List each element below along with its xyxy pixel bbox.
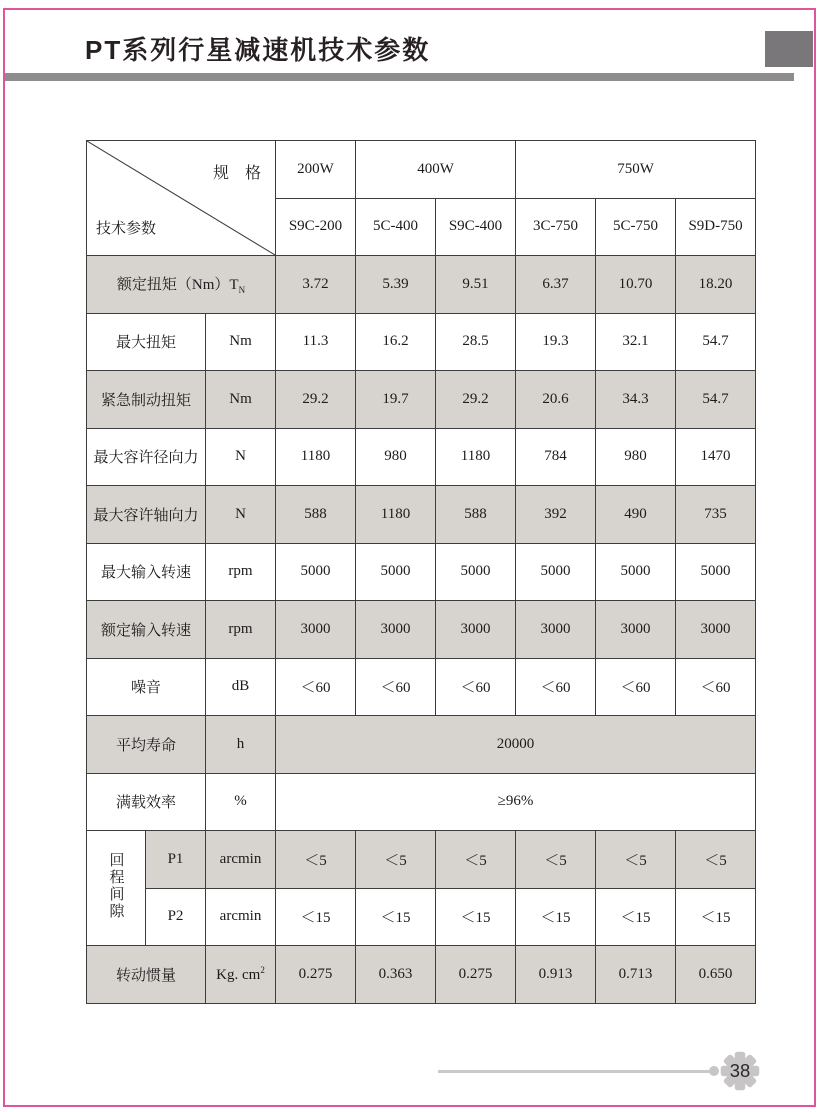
table-row bbox=[87, 773, 756, 831]
spec-table bbox=[86, 140, 756, 1004]
param-label-cell: 最大容许径向力 bbox=[87, 428, 206, 486]
title-underline-bar bbox=[5, 73, 794, 81]
unit-cell bbox=[206, 773, 276, 831]
param-label-cell: 最大扭矩 bbox=[87, 313, 206, 371]
unit-cell bbox=[206, 486, 276, 544]
value-cell: 5.39 bbox=[356, 256, 436, 314]
value-cell: 19.3 bbox=[516, 313, 596, 371]
footer-rule-line bbox=[438, 1070, 710, 1073]
unit-label: N bbox=[235, 448, 246, 465]
backlash-group-cell bbox=[87, 831, 146, 946]
value-cell: 54.7 bbox=[676, 371, 756, 429]
value-cell: ＜5 bbox=[596, 831, 676, 889]
table-row bbox=[87, 658, 756, 716]
value-cell: 3000 bbox=[356, 601, 436, 659]
page-title: PT系列行星减速机技术参数 bbox=[85, 35, 431, 65]
value-cell: 5000 bbox=[276, 543, 356, 601]
param-label-cell: 最大容许轴向力 bbox=[87, 486, 206, 544]
value-cell: ＜15 bbox=[276, 888, 356, 946]
unit-label: Kg. cm bbox=[216, 966, 261, 983]
table-header-row bbox=[87, 141, 756, 199]
unit-cell bbox=[206, 428, 276, 486]
value-cell: 20.6 bbox=[516, 371, 596, 429]
footer-dot bbox=[709, 1066, 719, 1076]
value-cell: ＜15 bbox=[356, 888, 436, 946]
value-cell: 588 bbox=[436, 486, 516, 544]
value-cell: 11.3 bbox=[276, 313, 356, 371]
table-row bbox=[87, 371, 756, 429]
value-cell: 5000 bbox=[436, 543, 516, 601]
value-cell: ＜60 bbox=[276, 658, 356, 716]
value-cell: ＜15 bbox=[676, 888, 756, 946]
value-cell: ＜60 bbox=[516, 658, 596, 716]
value-cell: 1470 bbox=[676, 428, 756, 486]
unit-label: rpm bbox=[228, 620, 253, 637]
value-cell: 54.7 bbox=[676, 313, 756, 371]
value-cell: 784 bbox=[516, 428, 596, 486]
value-cell: 1180 bbox=[356, 486, 436, 544]
param-label-cell: 平均寿命 bbox=[87, 716, 206, 774]
value-cell: 3000 bbox=[276, 601, 356, 659]
unit-cell bbox=[206, 716, 276, 774]
unit-cell: arcmin bbox=[206, 888, 276, 946]
value-cell: ＜60 bbox=[436, 658, 516, 716]
value-cell: 16.2 bbox=[356, 313, 436, 371]
param-label-cell bbox=[87, 256, 276, 314]
table-row bbox=[87, 831, 756, 889]
value-cell: 392 bbox=[516, 486, 596, 544]
page-number: 38 bbox=[729, 1060, 751, 1082]
value-cell: ＜60 bbox=[356, 658, 436, 716]
value-cell: 18.20 bbox=[676, 256, 756, 314]
value-cell: ＜60 bbox=[596, 658, 676, 716]
value-cell: 0.713 bbox=[596, 946, 676, 1004]
value-cell: 19.7 bbox=[356, 371, 436, 429]
value-cell: 588 bbox=[276, 486, 356, 544]
value-cell: 980 bbox=[596, 428, 676, 486]
table-row bbox=[87, 716, 756, 774]
value-cell: 0.650 bbox=[676, 946, 756, 1004]
model-header: S9C-200 bbox=[276, 198, 356, 256]
table-row bbox=[87, 543, 756, 601]
model-header: 3C-750 bbox=[516, 198, 596, 256]
value-cell: 0.275 bbox=[276, 946, 356, 1004]
unit-cell bbox=[206, 658, 276, 716]
unit-cell bbox=[206, 601, 276, 659]
value-cell: 5000 bbox=[596, 543, 676, 601]
table-row bbox=[87, 428, 756, 486]
unit-label: Nm bbox=[229, 333, 252, 350]
unit-label: h bbox=[236, 735, 245, 752]
table-row bbox=[87, 601, 756, 659]
value-cell: ＜5 bbox=[516, 831, 596, 889]
value-cell: 9.51 bbox=[436, 256, 516, 314]
table-row bbox=[87, 888, 756, 946]
value-cell: 3000 bbox=[596, 601, 676, 659]
model-header: 5C-750 bbox=[596, 198, 676, 256]
backlash-group-label: 回程间隙 bbox=[107, 851, 124, 920]
value-cell: ＜15 bbox=[596, 888, 676, 946]
value-cell: 3000 bbox=[516, 601, 596, 659]
unit-cell bbox=[206, 543, 276, 601]
value-cell: 3.72 bbox=[276, 256, 356, 314]
unit-label: dB bbox=[231, 678, 250, 695]
value-cell: 5000 bbox=[676, 543, 756, 601]
table-row bbox=[87, 313, 756, 371]
merged-value-cell: ≥96% bbox=[276, 773, 756, 831]
unit-label: % bbox=[234, 793, 247, 810]
table-row bbox=[87, 256, 756, 314]
value-cell: 10.70 bbox=[596, 256, 676, 314]
param-label-cell: 满载效率 bbox=[87, 773, 206, 831]
value-cell: ＜15 bbox=[436, 888, 516, 946]
value-cell: ＜60 bbox=[676, 658, 756, 716]
value-cell: 735 bbox=[676, 486, 756, 544]
table-corner-cell bbox=[87, 141, 276, 256]
value-cell: 5000 bbox=[356, 543, 436, 601]
param-label: 额定扭矩（Nm）T bbox=[116, 277, 239, 294]
value-cell: 0.913 bbox=[516, 946, 596, 1004]
unit-cell bbox=[206, 371, 276, 429]
merged-value-cell: 20000 bbox=[276, 716, 756, 774]
value-cell: 29.2 bbox=[436, 371, 516, 429]
power-group-header: 750W bbox=[516, 141, 756, 199]
param-label-subscript: N bbox=[238, 285, 246, 296]
unit-label: Nm bbox=[229, 390, 252, 407]
unit-cell bbox=[206, 946, 276, 1004]
table-row bbox=[87, 486, 756, 544]
param-label-cell: 紧急制动扭矩 bbox=[87, 371, 206, 429]
value-cell: 1180 bbox=[276, 428, 356, 486]
value-cell: 490 bbox=[596, 486, 676, 544]
model-header: S9C-400 bbox=[436, 198, 516, 256]
value-cell: ＜5 bbox=[676, 831, 756, 889]
param-label-cell: 最大输入转速 bbox=[87, 543, 206, 601]
value-cell: ＜5 bbox=[276, 831, 356, 889]
table-row bbox=[87, 946, 756, 1004]
header-corner-square bbox=[765, 31, 813, 67]
backlash-grade-cell: P1 bbox=[146, 831, 206, 889]
corner-param-label: 技术参数 bbox=[96, 221, 157, 237]
power-group-header: 200W bbox=[276, 141, 356, 199]
value-cell: 3000 bbox=[436, 601, 516, 659]
value-cell: 28.5 bbox=[436, 313, 516, 371]
unit-cell bbox=[206, 313, 276, 371]
value-cell: 32.1 bbox=[596, 313, 676, 371]
value-cell: ＜5 bbox=[436, 831, 516, 889]
page-number-gear-icon bbox=[719, 1050, 761, 1092]
param-label-cell: 额定输入转速 bbox=[87, 601, 206, 659]
value-cell: 1180 bbox=[436, 428, 516, 486]
backlash-grade-cell: P2 bbox=[146, 888, 206, 946]
value-cell: 0.275 bbox=[436, 946, 516, 1004]
model-header: S9D-750 bbox=[676, 198, 756, 256]
value-cell: ＜5 bbox=[356, 831, 436, 889]
unit-label: rpm bbox=[228, 563, 253, 580]
unit-label: N bbox=[235, 505, 246, 522]
value-cell: 34.3 bbox=[596, 371, 676, 429]
unit-superscript: 2 bbox=[260, 964, 265, 975]
value-cell: ＜15 bbox=[516, 888, 596, 946]
power-group-header: 400W bbox=[356, 141, 516, 199]
model-header: 5C-400 bbox=[356, 198, 436, 256]
value-cell: 5000 bbox=[516, 543, 596, 601]
param-label-cell: 转动惯量 bbox=[87, 946, 206, 1004]
value-cell: 29.2 bbox=[276, 371, 356, 429]
unit-cell: arcmin bbox=[206, 831, 276, 889]
value-cell: 3000 bbox=[676, 601, 756, 659]
value-cell: 6.37 bbox=[516, 256, 596, 314]
corner-spec-label: 规 格 bbox=[213, 165, 262, 182]
value-cell: 0.363 bbox=[356, 946, 436, 1004]
param-label-cell: 噪音 bbox=[87, 658, 206, 716]
value-cell: 980 bbox=[356, 428, 436, 486]
